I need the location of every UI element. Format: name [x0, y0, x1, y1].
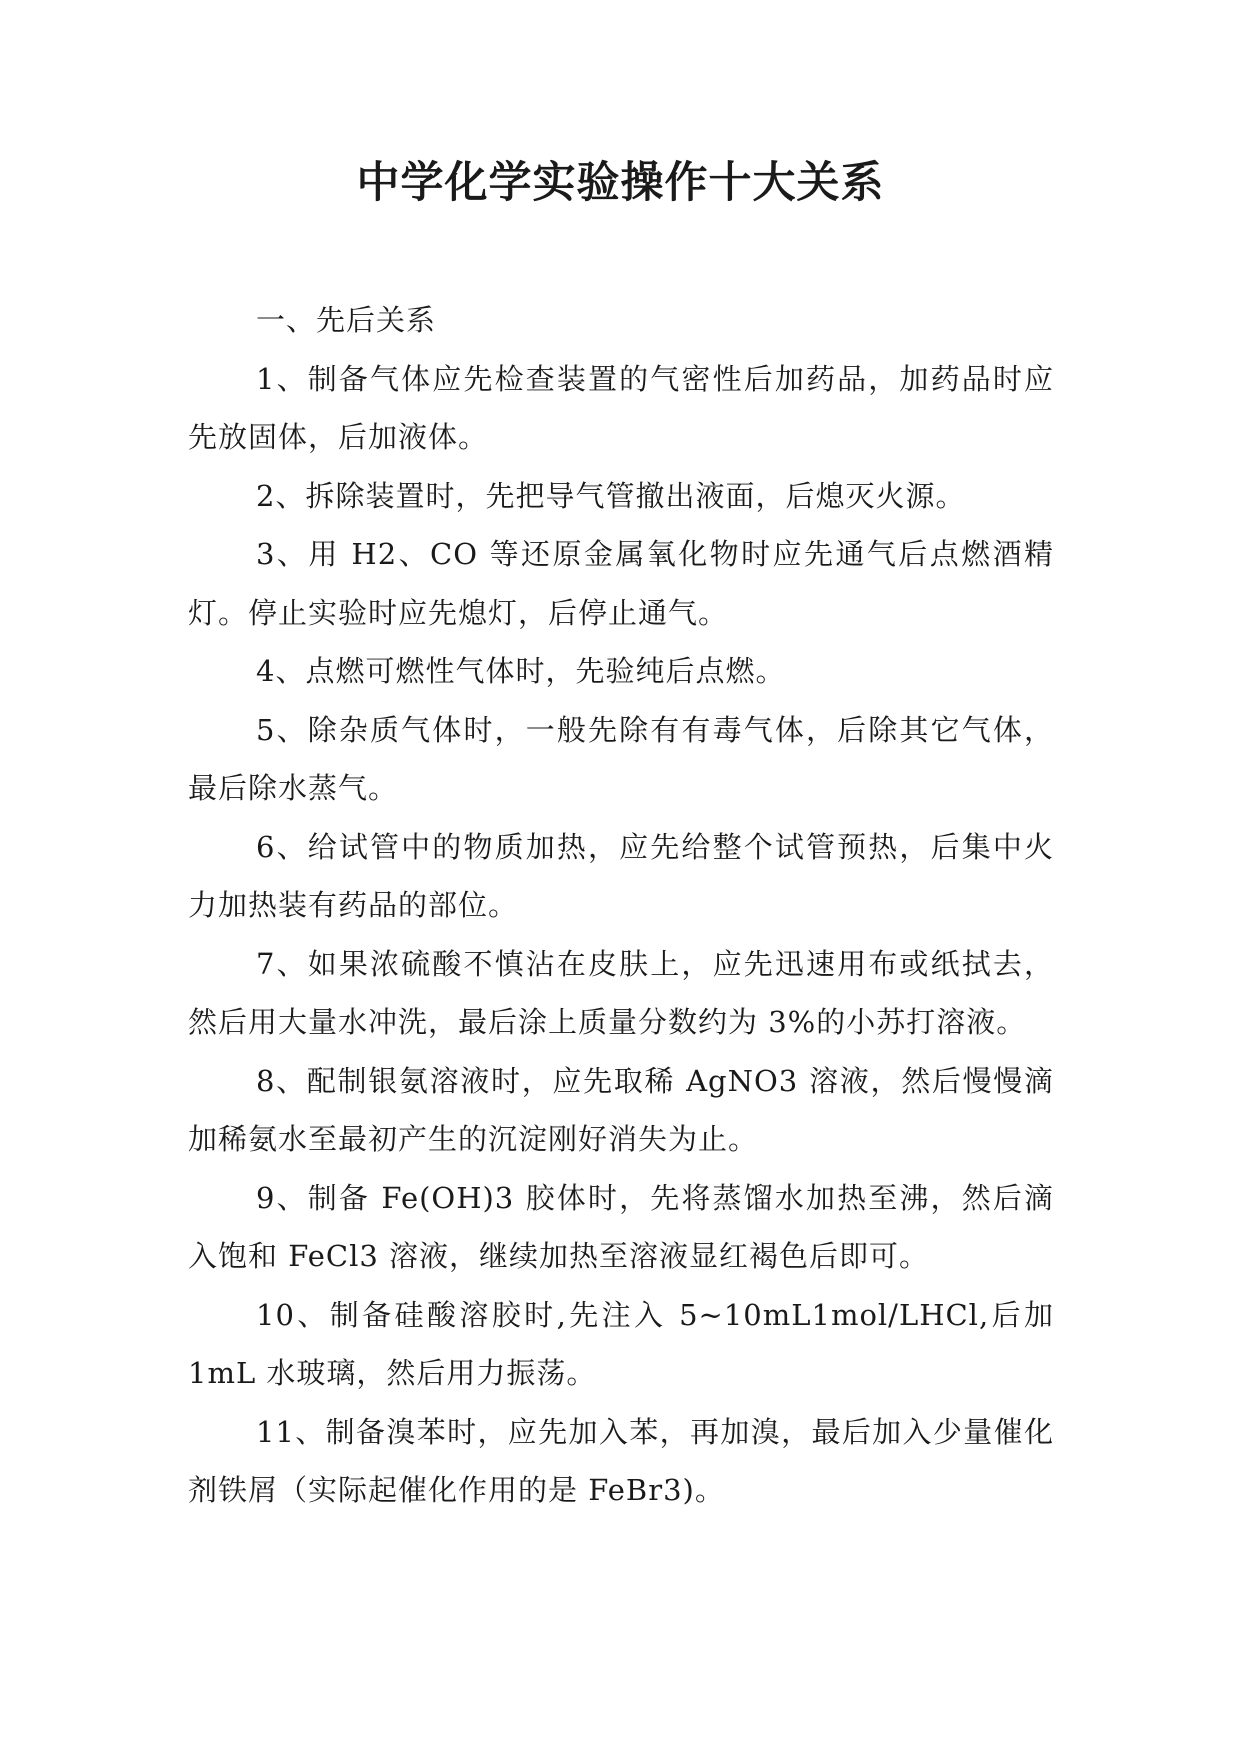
paragraph-9: 9、制备 Fe(OH)3 胶体时，先将蒸馏水加热至沸，然后滴入饱和 FeCl3 溶液，继续加热至溶液显红褐色后即可。	[188, 1180, 1054, 1273]
section-heading: 一、先后关系	[256, 303, 437, 337]
document-body	[188, 291, 1054, 1520]
paragraph-11: 11、制备溴苯时，应先加入苯，再加溴，最后加入少量催化剂铁屑（实际起催化作用的是 FeBr3)。	[188, 1414, 1054, 1507]
paragraph-7: 7、如果浓硫酸不慎沾在皮肤上，应先迅速用布或纸拭去，然后用大量水冲洗，最后涂上质量分数约为 3%的小苏打溶液。	[188, 946, 1054, 1039]
paragraph-4: 4、点燃可燃性气体时，先验纯后点燃。	[256, 654, 786, 688]
document-title: 中学化学实验操作十大关系	[356, 158, 885, 208]
paragraph-2: 2、拆除装置时，先把导气管撤出液面，后熄灭火源。	[256, 478, 966, 513]
paragraph-5: 5、除杂质气体时，一般先除有有毒气体，后除其它气体，最后除水蒸气。	[188, 712, 1054, 805]
paragraph-1: 1、制备气体应先检查装置的气密性后加药品，加药品时应先放固体，后加液体。	[188, 361, 1054, 454]
paragraph-8: 8、配制银氨溶液时，应先取稀 AgNO3 溶液，然后慢慢滴加稀氨水至最初产生的沉淀刚好消失为止。	[188, 1063, 1054, 1156]
paragraph-3: 3、用 H2、CO 等还原金属氧化物时应先通气后点燃酒精灯。停止实验时应先熄灯，后停止通气。	[188, 537, 1054, 630]
paragraph-6: 6、给试管中的物质加热，应先给整个试管预热，后集中火力加热装有药品的部位。	[188, 829, 1054, 922]
paragraph-10: 10、制备硅酸溶胶时,先注入 5~10mL1mol/LHCl,后加 1mL 水玻璃，然后用力振荡。	[188, 1297, 1054, 1390]
